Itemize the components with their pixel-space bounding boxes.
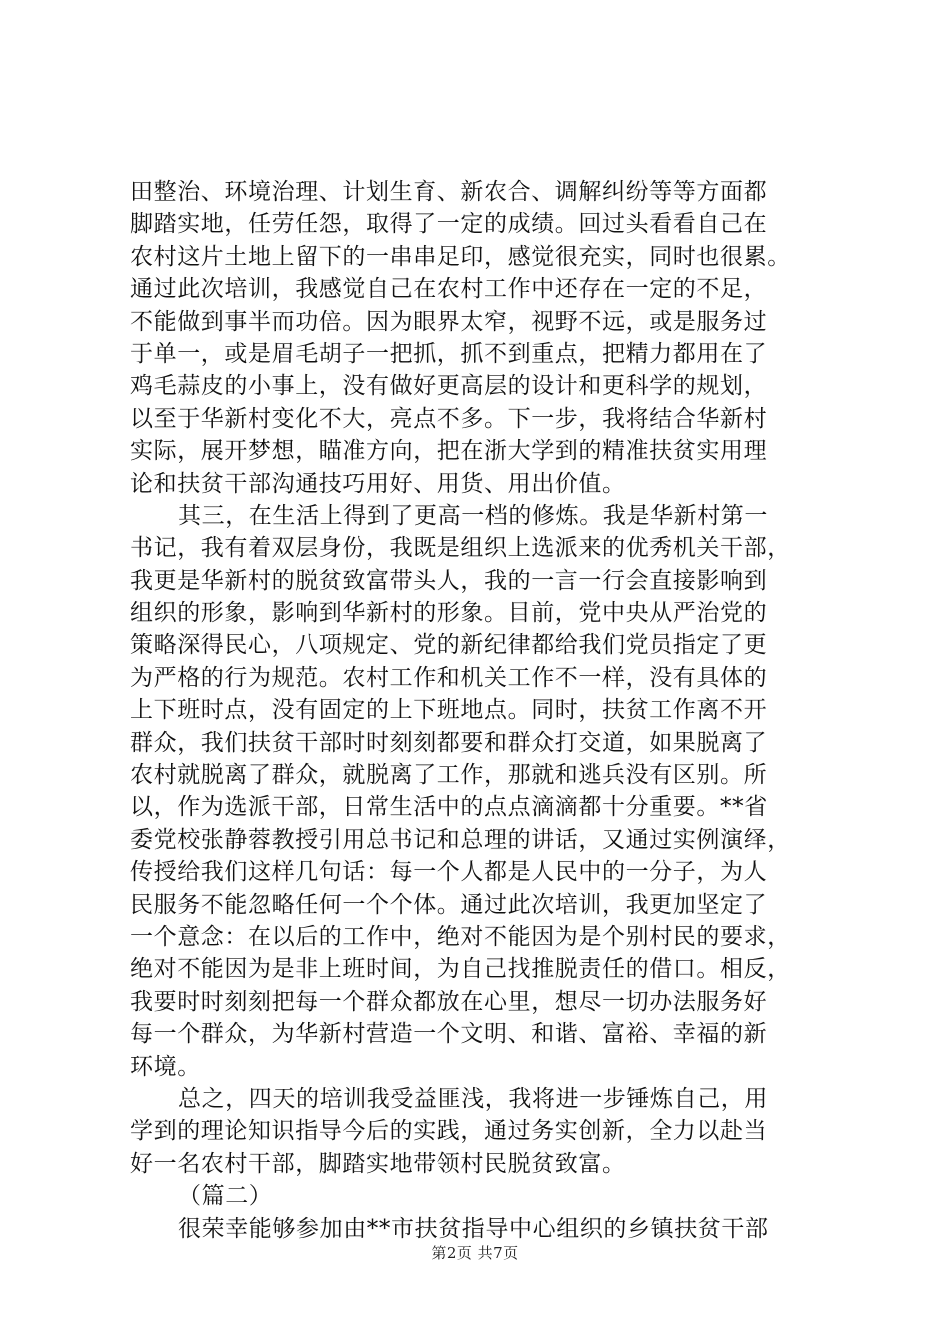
text-line: 书记，我有着双层身份，我既是组织上选派来的优秀机关干部， — [130, 535, 791, 562]
text-line: 我更是华新村的脱贫致富带头人，我的一言一行会直接影响到 — [130, 567, 768, 594]
text-line: 其三，在生活上得到了更高一档的修炼。我是华新村第一 — [178, 502, 768, 529]
text-line: 上下班时点，没有固定的上下班地点。同时，扶贫工作离不开 — [130, 697, 768, 724]
page-footer — [0, 1242, 950, 1263]
text-line: 环境。 — [130, 1053, 201, 1080]
text-line: 一个意念：在以后的工作中，绝对不能因为是个别村民的要求， — [130, 923, 791, 950]
text-line: 以至于华新村变化不大，亮点不多。下一步，我将结合华新村 — [130, 405, 768, 432]
text-line: 鸡毛蒜皮的小事上，没有做好更高层的设计和更科学的规划， — [130, 373, 768, 400]
text-line: 实际，展开梦想，瞄准方向，把在浙大学到的精准扶贫实用理 — [130, 438, 768, 465]
text-line: 策略深得民心，八项规定、党的新纪律都给我们党员指定了更 — [130, 632, 768, 659]
text-line: 民服务不能忽略任何一个个体。通过此次培训，我更加坚定了 — [130, 891, 768, 918]
text-line: 田整治、环境治理、计划生育、新农合、调解纠纷等等方面都 — [130, 179, 768, 205]
text-line: 学到的理论知识指导今后的实践，通过务实创新，全力以赴当 — [130, 1118, 768, 1145]
text-line: 传授给我们这样几句话：每一个人都是人民中的一分子，为人 — [130, 859, 768, 886]
text-line: 脚踏实地，任劳任怨，取得了一定的成绩。回过头看看自己在 — [130, 211, 768, 238]
text-line: 以，作为选派干部，日常生活中的点点滴滴都十分重要。**省 — [130, 794, 768, 821]
text-line: 为严格的行为规范。农村工作和机关工作不一样，没有具体的 — [130, 664, 768, 691]
text-line: 通过此次培训，我感觉自己在农村工作中还存在一定的不足， — [130, 276, 768, 303]
page-number: 第2页 共7页 — [431, 1244, 519, 1262]
text-line: 群众，我们扶贫干部时时刻刻都要和群众打交道，如果脱离了 — [130, 729, 768, 756]
text-line: 绝对不能因为是非上班时间，为自己找推脱责任的借口。相反， — [130, 956, 791, 983]
text-line: 于单一，或是眉毛胡子一把抓，抓不到重点，把精力都用在了 — [130, 340, 768, 367]
text-line: 委党校张静蓉教授引用总书记和总理的讲话，又通过实例演绎， — [130, 826, 791, 853]
text-line: 组织的形象，影响到华新村的形象。目前，党中央从严治党的 — [130, 600, 768, 627]
text-line: 不能做到事半而功倍。因为眼界太窄，视野不远，或是服务过 — [130, 308, 768, 335]
text-line: 论和扶贫干部沟通技巧用好、用货、用出价值。 — [130, 470, 626, 497]
document-body — [130, 176, 830, 1245]
text-line: 每一个群众，为华新村营造一个文明、和谐、富裕、幸福的新 — [130, 1021, 768, 1048]
text-line: 很荣幸能够参加由**市扶贫指导中心组织的乡镇扶贫干部 — [178, 1215, 769, 1242]
text-line: （篇二） — [178, 1183, 273, 1210]
text-line: 好一名农村干部，脚踏实地带领村民脱贫致富。 — [130, 1150, 626, 1177]
text-line: 农村这片土地上留下的一串串足印，感觉很充实，同时也很累。 — [130, 243, 791, 270]
text-line: 我要时时刻刻把每一个群众都放在心里，想尽一切办法服务好 — [130, 988, 768, 1015]
text-line: 总之，四天的培训我受益匪浅，我将进一步锤炼自己，用 — [178, 1085, 768, 1112]
text-line: 农村就脱离了群众，就脱离了工作，那就和逃兵没有区别。所 — [130, 762, 768, 789]
